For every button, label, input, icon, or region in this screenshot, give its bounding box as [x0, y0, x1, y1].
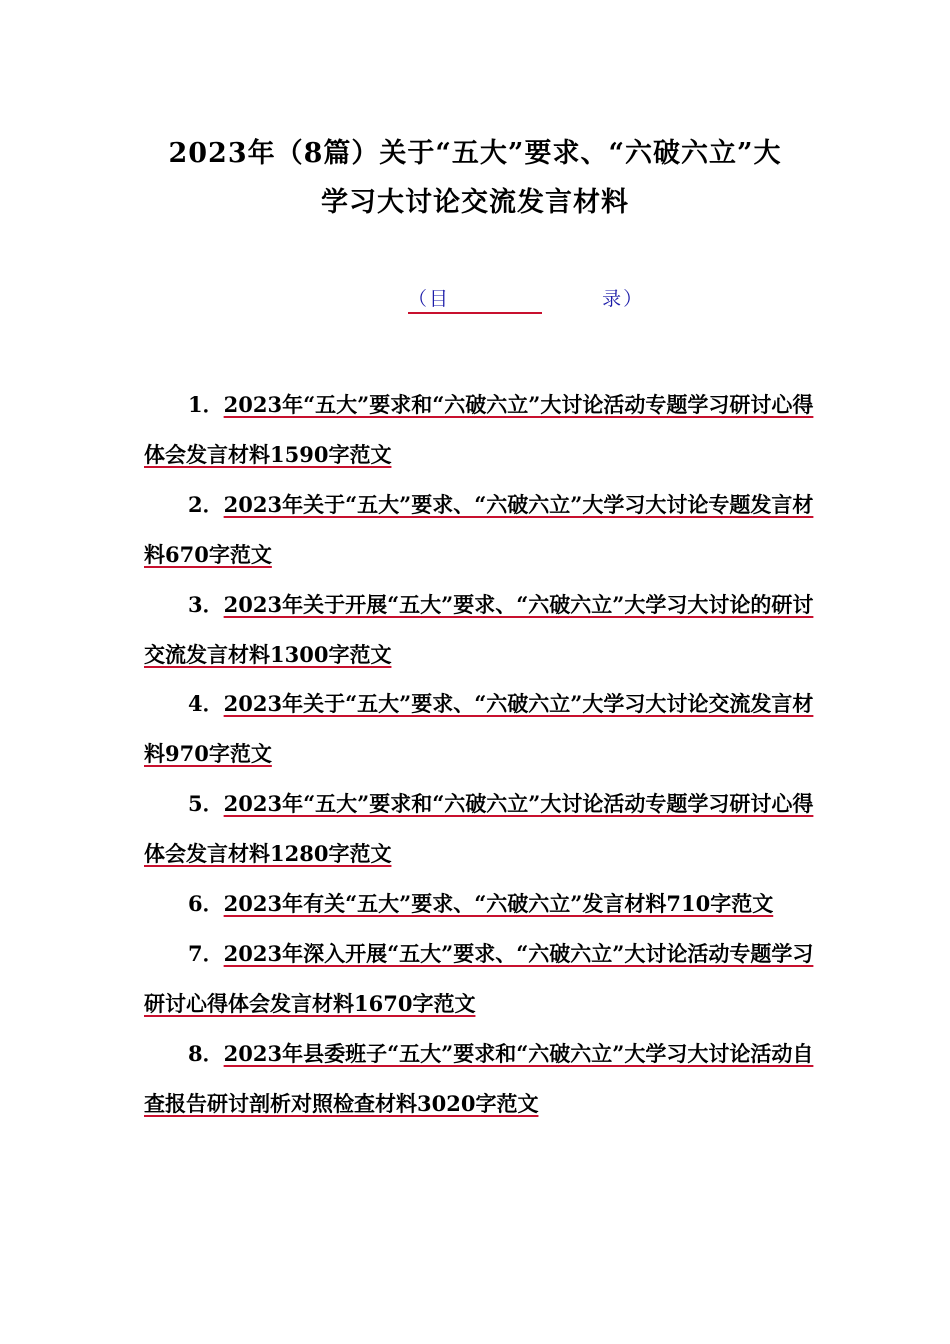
toc-item-link[interactable]: 2023年关于“五大”要求、“六破六立”大学习大讨论交流发言材料970字范文 [144, 691, 814, 767]
toc-item-number: 5． [188, 791, 224, 817]
toc-item-link[interactable]: 2023年关于开展“五大”要求、“六破六立”大学习大讨论的研讨交流发言材料1300字范文 [144, 591, 814, 667]
toc-item [144, 929, 814, 1029]
toc-item-number: 6． [188, 891, 224, 917]
toc-item-number: 4． [188, 691, 224, 717]
toc-item-link[interactable]: 2023年县委班子“五大”要求和“六破六立”大学习大讨论活动自查报告研讨剖析对照检查材料3020字范文 [144, 1040, 814, 1116]
toc-item-number: 8． [188, 1040, 224, 1066]
document-title-line-2: 学习大讨论交流发言材料 [321, 187, 629, 218]
document-title-line-1: 2023年（8篇）关于“五大”要求、“六破六立”大 [168, 138, 782, 169]
toc-item-link[interactable]: 2023年关于“五大”要求、“六破六立”大学习大讨论专题发言材料670字范文 [144, 491, 814, 567]
toc-item-link[interactable]: 2023年深入开展“五大”要求、“六破六立”大讨论活动专题学习研讨心得体会发言材料1670字范文 [144, 940, 814, 1016]
toc-item [144, 779, 814, 879]
toc-item-link[interactable]: 2023年有关“五大”要求、“六破六立”发言材料710字范文 [223, 891, 774, 917]
toc-item [144, 480, 814, 580]
toc-list [144, 380, 814, 1129]
toc-item-number: 3． [188, 591, 224, 617]
toc-item [144, 1029, 814, 1129]
toc-item [144, 679, 814, 779]
toc-item [144, 380, 814, 480]
toc-item-number: 1． [188, 392, 224, 417]
toc-item [144, 879, 814, 929]
toc-heading[interactable] [408, 286, 645, 314]
toc-heading-label: （目 录） [408, 288, 645, 310]
toc-item-link[interactable]: 2023年“五大”要求和“六破六立”大讨论活动专题学习研讨心得体会发言材料1590字范文 [144, 392, 814, 467]
toc-item-number: 7． [188, 940, 224, 966]
toc-item-link[interactable]: 2023年“五大”要求和“六破六立”大讨论活动专题学习研讨心得体会发言材料1280字范文 [144, 791, 814, 867]
toc-item-number: 2． [188, 491, 224, 517]
toc-item [144, 580, 814, 680]
